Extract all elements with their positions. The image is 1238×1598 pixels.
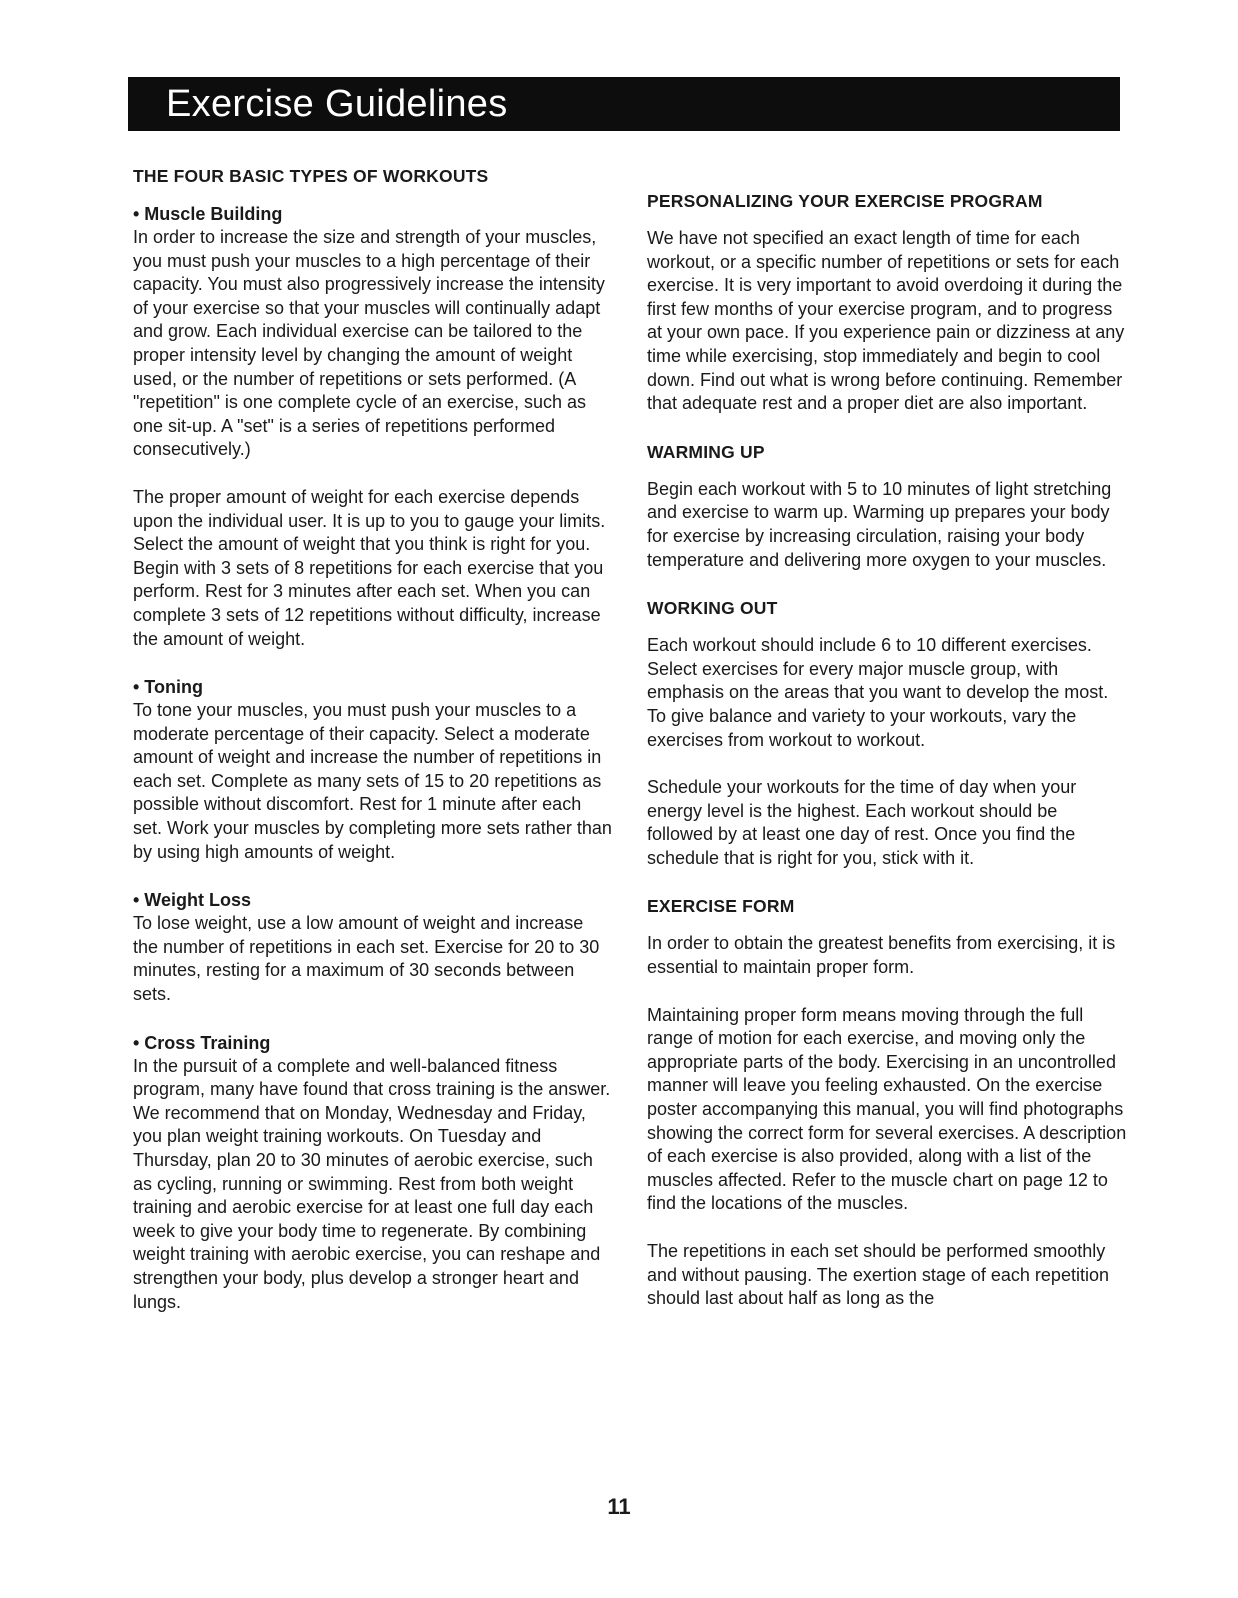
- paragraph-working-out-2: Schedule your workouts for the time of day when your energy level is the highest. Each workout should be followed by at least one day of rest. Once you find the schedule that is right for you, stick with it.: [647, 777, 1077, 868]
- paragraph-weight-loss: To lose weight, use a low amount of weight and increase the number of repetitions in each set. Exercise for 20 to 30 minutes, resting for a maximum of 30 seconds between sets.: [133, 913, 600, 1005]
- paragraph-exercise-form-3: The repetitions in each set should be performed smoothly and without pausing. The exertion stage of each repetition should last about half as long as the: [647, 1241, 1109, 1309]
- page-title: Exercise Guidelines: [166, 83, 508, 125]
- paragraph-warming-up: Begin each workout with 5 to 10 minutes of light stretching and exercise to warm up. Warming up prepares your body for exercise by increasing circulation, raising your body temperature and delivering more oxygen to your muscles.: [647, 478, 1112, 570]
- paragraph-exercise-form-1: In order to obtain the greatest benefits from exercising, it is essential to maintain proper form.: [647, 933, 1116, 978]
- paragraph-muscle-building-1: In order to increase the size and strength of your muscles, you must push your muscles to a high percentage of their capacity. You must also progressively increase the intensity of your exercise so that your muscles will continually adapt and grow. Each individual exercise can be tailored to the proper intensity level by changing the amount of weight used, or the number of repetitions or sets performed. (A "repetition" is one complete cycle of an exercise, such as one sit-up. A "set" is a series of repetitions performed consecutively.): [133, 227, 605, 460]
- section-heading-warming-up: WARMING UP: [647, 441, 765, 462]
- subheading-weight-loss: • Weight Loss: [133, 890, 251, 911]
- section-heading-workout-types: THE FOUR BASIC TYPES OF WORKOUTS: [133, 166, 489, 186]
- paragraph-personalizing: We have not specified an exact length of time for each workout, or a specific number of repetitions or sets for each exercise. It is very important to avoid overdoing it during the first few months of your exercise program, and to progress at your own pace. If you experience pain or dizziness at any time while exercising, stop immediately and begin to cool down. Find out what is wrong before continuing. Remember that adequate rest and a proper diet are also important.: [647, 228, 1125, 414]
- right-column: [647, 189, 1127, 1311]
- section-heading-personalizing: PERSONALIZING YOUR EXERCISE PROGRAM: [647, 191, 1043, 211]
- paragraph-working-out-1: Each workout should include 6 to 10 different exercises. Select exercises for every major muscle group, with emphasis on the areas that you want to develop the most. To give balance and variety to your workouts, vary the exercises from workout to workout.: [647, 635, 1109, 750]
- paragraph-muscle-building-2: The proper amount of weight for each exercise depends upon the individual user. It is up to you to gauge your limits. Select the amount of weight that you think is right for you. Begin with 3 sets of 8 repetitions for each exercise that you perform. Rest for 3 minutes after each set. When you can complete 3 sets of 12 repetitions without difficulty, increase the amount of weight.: [133, 486, 606, 649]
- left-column: [133, 164, 613, 1314]
- paragraph-exercise-form-2: Maintaining proper form means moving through the full range of motion for each exercise, and moving only the appropriate parts of the body. Exercising in an uncontrolled manner will leave you feeling exhausted. On the exercise poster accompanying this manual, you will find photographs showing the correct form for several exercises. A description of each exercise is also provided, along with a list of the muscles affected. Refer to the muscle chart on page 12 to find the locations of the muscles.: [647, 1004, 1127, 1214]
- paragraph-cross-training: In the pursuit of a complete and well-balanced fitness program, many have found that cross training is the answer. We recommend that on Monday, Wednesday and Friday, you plan weight training workouts. On Tuesday and Thursday, plan 20 to 30 minutes of aerobic exercise, such as cycling, running or swimming. Rest from both weight training and aerobic exercise for at least one full day each week to give your body time to regenerate. By combining weight training with aerobic exercise, you can reshape and strengthen your body, plus develop a stronger heart and lungs.: [133, 1055, 611, 1312]
- page-number: 11: [607, 1494, 631, 1519]
- section-heading-exercise-form: EXERCISE FORM: [647, 896, 795, 917]
- subheading-toning: • Toning: [133, 677, 203, 698]
- section-heading-working-out: WORKING OUT: [647, 598, 778, 619]
- subheading-muscle-building: • Muscle Building: [133, 204, 283, 224]
- subheading-cross-training: • Cross Training: [133, 1032, 271, 1053]
- page-header-banner: [128, 77, 1120, 131]
- paragraph-toning: To tone your muscles, you must push your muscles to a moderate percentage of their capacity. Select a moderate amount of weight and increase the number of repetitions in each set. Complete as many sets of 15 to 20 repetitions as possible without discomfort. Rest for 1 minute after each set. Work your muscles by completing more sets rather than by using high amounts of weight.: [133, 700, 612, 862]
